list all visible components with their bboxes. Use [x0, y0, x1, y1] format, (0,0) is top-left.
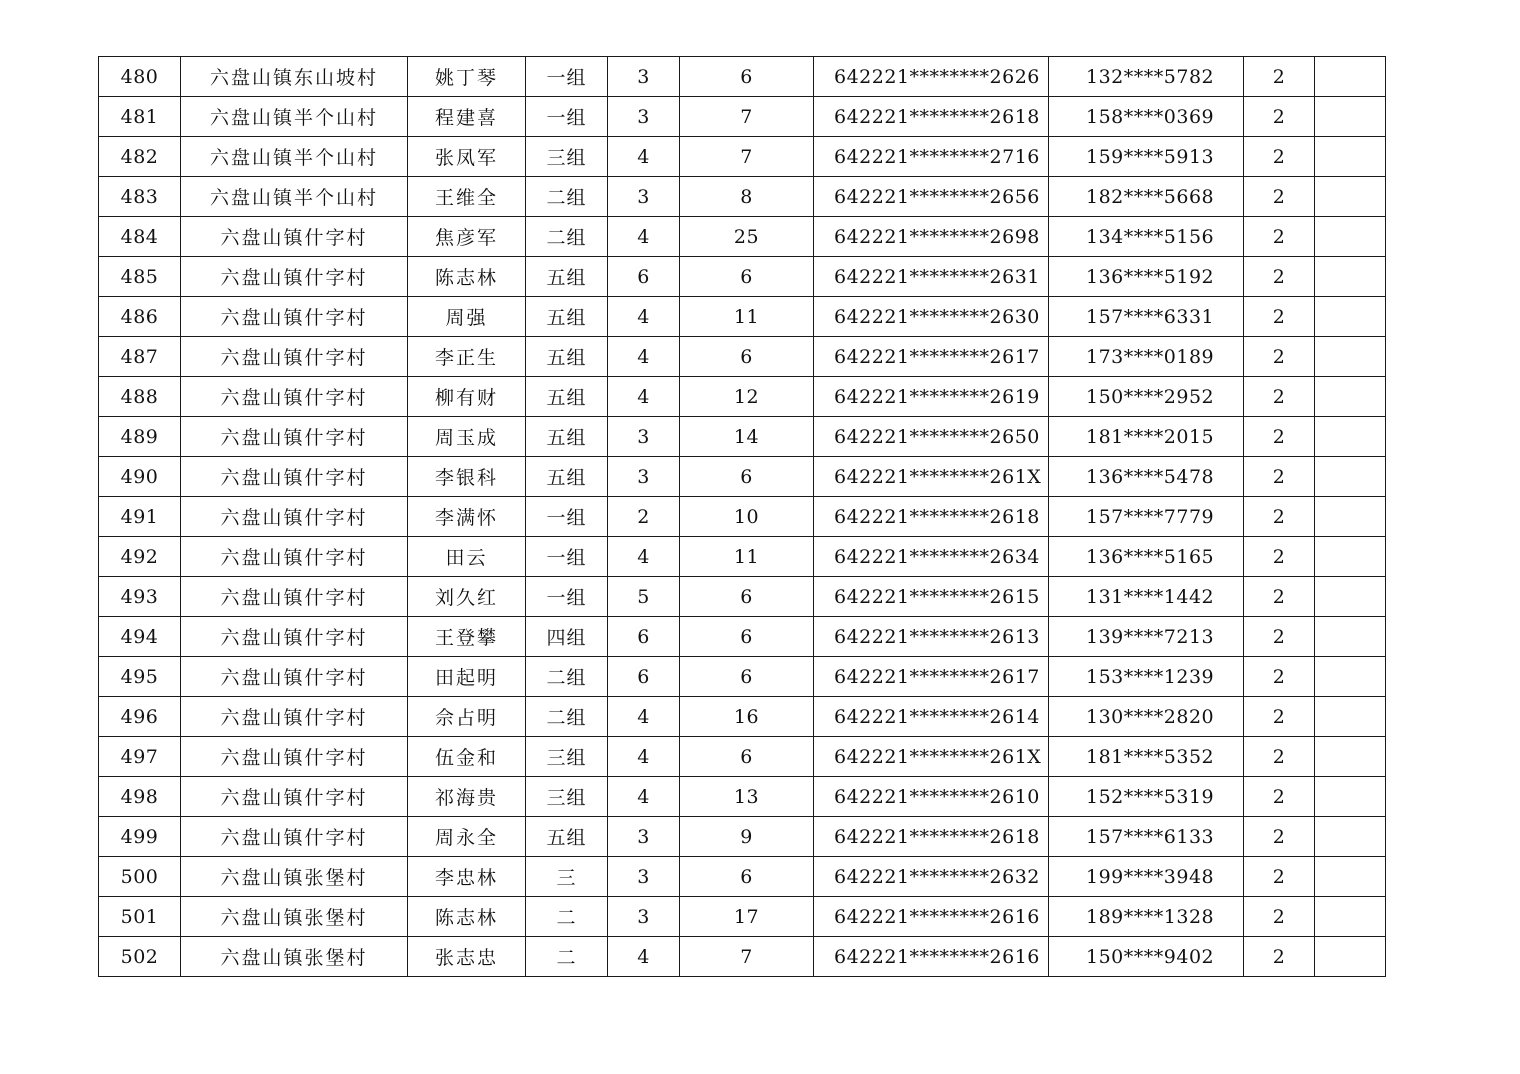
- years-cell: 11: [680, 297, 814, 337]
- name-cell: 张志忠: [408, 937, 526, 977]
- note-cell: [1315, 137, 1386, 177]
- persons-cell: 4: [608, 697, 680, 737]
- count-cell: 2: [1244, 937, 1315, 977]
- years-cell: 12: [680, 377, 814, 417]
- years-cell: 6: [680, 857, 814, 897]
- count-cell: 2: [1244, 577, 1315, 617]
- village-cell: 六盘山镇什字村: [181, 497, 408, 537]
- persons-cell: 3: [608, 97, 680, 137]
- count-cell: 2: [1244, 57, 1315, 97]
- id-number-cell: 642221********2632: [814, 857, 1049, 897]
- group-cell: 二组: [526, 217, 608, 257]
- name-cell: 李满怀: [408, 497, 526, 537]
- id-number-cell: 642221********2618: [814, 97, 1049, 137]
- note-cell: [1315, 377, 1386, 417]
- serial-number-cell: 495: [99, 657, 181, 697]
- serial-number-cell: 487: [99, 337, 181, 377]
- group-cell: 五组: [526, 297, 608, 337]
- table-row: [99, 457, 1386, 497]
- id-number-cell: 642221********2650: [814, 417, 1049, 457]
- count-cell: 2: [1244, 897, 1315, 937]
- count-cell: 2: [1244, 417, 1315, 457]
- count-cell: 2: [1244, 97, 1315, 137]
- note-cell: [1315, 817, 1386, 857]
- phone-cell: 157****6133: [1049, 817, 1244, 857]
- name-cell: 周永全: [408, 817, 526, 857]
- persons-cell: 3: [608, 177, 680, 217]
- phone-cell: 189****1328: [1049, 897, 1244, 937]
- count-cell: 2: [1244, 697, 1315, 737]
- id-number-cell: 642221********2618: [814, 497, 1049, 537]
- village-cell: 六盘山镇什字村: [181, 457, 408, 497]
- persons-cell: 6: [608, 617, 680, 657]
- phone-cell: 136****5478: [1049, 457, 1244, 497]
- persons-cell: 3: [608, 897, 680, 937]
- id-number-cell: 642221********2631: [814, 257, 1049, 297]
- years-cell: 16: [680, 697, 814, 737]
- note-cell: [1315, 857, 1386, 897]
- serial-number-cell: 489: [99, 417, 181, 457]
- village-cell: 六盘山镇什字村: [181, 737, 408, 777]
- persons-cell: 4: [608, 137, 680, 177]
- id-number-cell: 642221********2619: [814, 377, 1049, 417]
- village-cell: 六盘山镇什字村: [181, 817, 408, 857]
- phone-cell: 158****0369: [1049, 97, 1244, 137]
- id-number-cell: 642221********2698: [814, 217, 1049, 257]
- count-cell: 2: [1244, 657, 1315, 697]
- table-row: [99, 537, 1386, 577]
- note-cell: [1315, 257, 1386, 297]
- group-cell: 二组: [526, 657, 608, 697]
- persons-cell: 4: [608, 217, 680, 257]
- village-cell: 六盘山镇什字村: [181, 417, 408, 457]
- table-row: [99, 657, 1386, 697]
- years-cell: 13: [680, 777, 814, 817]
- note-cell: [1315, 937, 1386, 977]
- phone-cell: 134****5156: [1049, 217, 1244, 257]
- phone-cell: 199****3948: [1049, 857, 1244, 897]
- village-cell: 六盘山镇张堡村: [181, 857, 408, 897]
- serial-number-cell: 481: [99, 97, 181, 137]
- note-cell: [1315, 897, 1386, 937]
- name-cell: 李银科: [408, 457, 526, 497]
- note-cell: [1315, 417, 1386, 457]
- id-number-cell: 642221********2634: [814, 537, 1049, 577]
- years-cell: 25: [680, 217, 814, 257]
- name-cell: 柳有财: [408, 377, 526, 417]
- table-body: [99, 57, 1386, 977]
- village-cell: 六盘山镇半个山村: [181, 137, 408, 177]
- years-cell: 6: [680, 737, 814, 777]
- table-row: [99, 177, 1386, 217]
- table-row: [99, 57, 1386, 97]
- group-cell: 二: [526, 897, 608, 937]
- name-cell: 周强: [408, 297, 526, 337]
- note-cell: [1315, 57, 1386, 97]
- persons-cell: 4: [608, 297, 680, 337]
- name-cell: 田起明: [408, 657, 526, 697]
- serial-number-cell: 485: [99, 257, 181, 297]
- name-cell: 刘久红: [408, 577, 526, 617]
- persons-cell: 4: [608, 937, 680, 977]
- years-cell: 6: [680, 457, 814, 497]
- village-cell: 六盘山镇什字村: [181, 377, 408, 417]
- serial-number-cell: 500: [99, 857, 181, 897]
- village-cell: 六盘山镇什字村: [181, 697, 408, 737]
- group-cell: 五组: [526, 817, 608, 857]
- years-cell: 7: [680, 137, 814, 177]
- phone-cell: 181****2015: [1049, 417, 1244, 457]
- phone-cell: 159****5913: [1049, 137, 1244, 177]
- persons-cell: 2: [608, 497, 680, 537]
- years-cell: 14: [680, 417, 814, 457]
- note-cell: [1315, 737, 1386, 777]
- table-row: [99, 497, 1386, 537]
- serial-number-cell: 493: [99, 577, 181, 617]
- persons-cell: 3: [608, 857, 680, 897]
- serial-number-cell: 488: [99, 377, 181, 417]
- id-number-cell: 642221********2616: [814, 897, 1049, 937]
- count-cell: 2: [1244, 777, 1315, 817]
- persons-cell: 3: [608, 57, 680, 97]
- id-number-cell: 642221********2613: [814, 617, 1049, 657]
- persons-cell: 6: [608, 657, 680, 697]
- note-cell: [1315, 217, 1386, 257]
- group-cell: 五组: [526, 257, 608, 297]
- name-cell: 陈志林: [408, 897, 526, 937]
- phone-cell: 130****2820: [1049, 697, 1244, 737]
- persons-cell: 4: [608, 337, 680, 377]
- years-cell: 10: [680, 497, 814, 537]
- persons-cell: 4: [608, 777, 680, 817]
- note-cell: [1315, 457, 1386, 497]
- years-cell: 7: [680, 97, 814, 137]
- persons-cell: 6: [608, 257, 680, 297]
- count-cell: 2: [1244, 177, 1315, 217]
- village-cell: 六盘山镇半个山村: [181, 177, 408, 217]
- id-number-cell: 642221********2716: [814, 137, 1049, 177]
- years-cell: 6: [680, 57, 814, 97]
- group-cell: 三: [526, 857, 608, 897]
- serial-number-cell: 486: [99, 297, 181, 337]
- phone-cell: 152****5319: [1049, 777, 1244, 817]
- group-cell: 二组: [526, 697, 608, 737]
- village-cell: 六盘山镇张堡村: [181, 937, 408, 977]
- id-number-cell: 642221********261X: [814, 457, 1049, 497]
- years-cell: 11: [680, 537, 814, 577]
- years-cell: 17: [680, 897, 814, 937]
- name-cell: 焦彦军: [408, 217, 526, 257]
- persons-cell: 4: [608, 537, 680, 577]
- name-cell: 祁海贵: [408, 777, 526, 817]
- village-cell: 六盘山镇什字村: [181, 257, 408, 297]
- count-cell: 2: [1244, 497, 1315, 537]
- count-cell: 2: [1244, 537, 1315, 577]
- count-cell: 2: [1244, 377, 1315, 417]
- years-cell: 6: [680, 657, 814, 697]
- note-cell: [1315, 177, 1386, 217]
- serial-number-cell: 499: [99, 817, 181, 857]
- note-cell: [1315, 777, 1386, 817]
- persons-cell: 4: [608, 737, 680, 777]
- name-cell: 李正生: [408, 337, 526, 377]
- table-row: [99, 857, 1386, 897]
- count-cell: 2: [1244, 297, 1315, 337]
- id-number-cell: 642221********2617: [814, 337, 1049, 377]
- persons-cell: 5: [608, 577, 680, 617]
- id-number-cell: 642221********261X: [814, 737, 1049, 777]
- table-row: [99, 737, 1386, 777]
- note-cell: [1315, 697, 1386, 737]
- village-cell: 六盘山镇什字村: [181, 337, 408, 377]
- note-cell: [1315, 297, 1386, 337]
- note-cell: [1315, 497, 1386, 537]
- village-cell: 六盘山镇什字村: [181, 537, 408, 577]
- count-cell: 2: [1244, 337, 1315, 377]
- group-cell: 三组: [526, 737, 608, 777]
- note-cell: [1315, 617, 1386, 657]
- name-cell: 周玉成: [408, 417, 526, 457]
- phone-cell: 136****5165: [1049, 537, 1244, 577]
- table-row: [99, 257, 1386, 297]
- group-cell: 一组: [526, 537, 608, 577]
- id-number-cell: 642221********2617: [814, 657, 1049, 697]
- group-cell: 五组: [526, 457, 608, 497]
- phone-cell: 157****7779: [1049, 497, 1244, 537]
- name-cell: 姚丁琴: [408, 57, 526, 97]
- serial-number-cell: 492: [99, 537, 181, 577]
- table-row: [99, 137, 1386, 177]
- id-number-cell: 642221********2614: [814, 697, 1049, 737]
- phone-cell: 132****5782: [1049, 57, 1244, 97]
- table-row: [99, 217, 1386, 257]
- serial-number-cell: 483: [99, 177, 181, 217]
- count-cell: 2: [1244, 217, 1315, 257]
- village-cell: 六盘山镇什字村: [181, 777, 408, 817]
- phone-cell: 136****5192: [1049, 257, 1244, 297]
- village-cell: 六盘山镇什字村: [181, 297, 408, 337]
- years-cell: 6: [680, 337, 814, 377]
- serial-number-cell: 502: [99, 937, 181, 977]
- note-cell: [1315, 97, 1386, 137]
- persons-cell: 3: [608, 817, 680, 857]
- name-cell: 田云: [408, 537, 526, 577]
- table-row: [99, 617, 1386, 657]
- village-cell: 六盘山镇什字村: [181, 217, 408, 257]
- village-cell: 六盘山镇什字村: [181, 657, 408, 697]
- phone-cell: 150****9402: [1049, 937, 1244, 977]
- note-cell: [1315, 577, 1386, 617]
- name-cell: 王登攀: [408, 617, 526, 657]
- note-cell: [1315, 537, 1386, 577]
- count-cell: 2: [1244, 137, 1315, 177]
- group-cell: 五组: [526, 337, 608, 377]
- id-number-cell: 642221********2615: [814, 577, 1049, 617]
- serial-number-cell: 480: [99, 57, 181, 97]
- name-cell: 程建喜: [408, 97, 526, 137]
- id-number-cell: 642221********2630: [814, 297, 1049, 337]
- village-cell: 六盘山镇东山坡村: [181, 57, 408, 97]
- table-row: [99, 97, 1386, 137]
- persons-cell: 4: [608, 377, 680, 417]
- serial-number-cell: 496: [99, 697, 181, 737]
- phone-cell: 182****5668: [1049, 177, 1244, 217]
- table-row: [99, 337, 1386, 377]
- name-cell: 陈志林: [408, 257, 526, 297]
- table-row: [99, 937, 1386, 977]
- group-cell: 一组: [526, 97, 608, 137]
- table-row: [99, 417, 1386, 457]
- id-number-cell: 642221********2618: [814, 817, 1049, 857]
- id-number-cell: 642221********2656: [814, 177, 1049, 217]
- count-cell: 2: [1244, 257, 1315, 297]
- serial-number-cell: 490: [99, 457, 181, 497]
- table-row: [99, 897, 1386, 937]
- count-cell: 2: [1244, 817, 1315, 857]
- years-cell: 6: [680, 617, 814, 657]
- phone-cell: 150****2952: [1049, 377, 1244, 417]
- phone-cell: 153****1239: [1049, 657, 1244, 697]
- group-cell: 三组: [526, 137, 608, 177]
- note-cell: [1315, 337, 1386, 377]
- count-cell: 2: [1244, 737, 1315, 777]
- phone-cell: 131****1442: [1049, 577, 1244, 617]
- group-cell: 一组: [526, 57, 608, 97]
- name-cell: 佘占明: [408, 697, 526, 737]
- persons-cell: 3: [608, 417, 680, 457]
- village-cell: 六盘山镇张堡村: [181, 897, 408, 937]
- count-cell: 2: [1244, 617, 1315, 657]
- note-cell: [1315, 657, 1386, 697]
- table-row: [99, 577, 1386, 617]
- table-row: [99, 297, 1386, 337]
- group-cell: 四组: [526, 617, 608, 657]
- document-page: [98, 56, 1385, 977]
- serial-number-cell: 484: [99, 217, 181, 257]
- count-cell: 2: [1244, 857, 1315, 897]
- years-cell: 7: [680, 937, 814, 977]
- serial-number-cell: 497: [99, 737, 181, 777]
- id-number-cell: 642221********2610: [814, 777, 1049, 817]
- phone-cell: 181****5352: [1049, 737, 1244, 777]
- years-cell: 6: [680, 257, 814, 297]
- years-cell: 8: [680, 177, 814, 217]
- table-row: [99, 777, 1386, 817]
- group-cell: 五组: [526, 417, 608, 457]
- village-cell: 六盘山镇什字村: [181, 617, 408, 657]
- table-row: [99, 377, 1386, 417]
- phone-cell: 139****7213: [1049, 617, 1244, 657]
- id-number-cell: 642221********2616: [814, 937, 1049, 977]
- id-number-cell: 642221********2626: [814, 57, 1049, 97]
- phone-cell: 157****6331: [1049, 297, 1244, 337]
- group-cell: 五组: [526, 377, 608, 417]
- group-cell: 二组: [526, 177, 608, 217]
- count-cell: 2: [1244, 457, 1315, 497]
- persons-cell: 3: [608, 457, 680, 497]
- serial-number-cell: 494: [99, 617, 181, 657]
- household-table: [98, 56, 1386, 977]
- years-cell: 9: [680, 817, 814, 857]
- table-row: [99, 697, 1386, 737]
- name-cell: 伍金和: [408, 737, 526, 777]
- name-cell: 王维全: [408, 177, 526, 217]
- group-cell: 一组: [526, 497, 608, 537]
- group-cell: 二: [526, 937, 608, 977]
- serial-number-cell: 501: [99, 897, 181, 937]
- group-cell: 一组: [526, 577, 608, 617]
- group-cell: 三组: [526, 777, 608, 817]
- serial-number-cell: 491: [99, 497, 181, 537]
- phone-cell: 173****0189: [1049, 337, 1244, 377]
- name-cell: 张凤军: [408, 137, 526, 177]
- serial-number-cell: 482: [99, 137, 181, 177]
- village-cell: 六盘山镇什字村: [181, 577, 408, 617]
- name-cell: 李忠林: [408, 857, 526, 897]
- village-cell: 六盘山镇半个山村: [181, 97, 408, 137]
- serial-number-cell: 498: [99, 777, 181, 817]
- table-row: [99, 817, 1386, 857]
- years-cell: 6: [680, 577, 814, 617]
